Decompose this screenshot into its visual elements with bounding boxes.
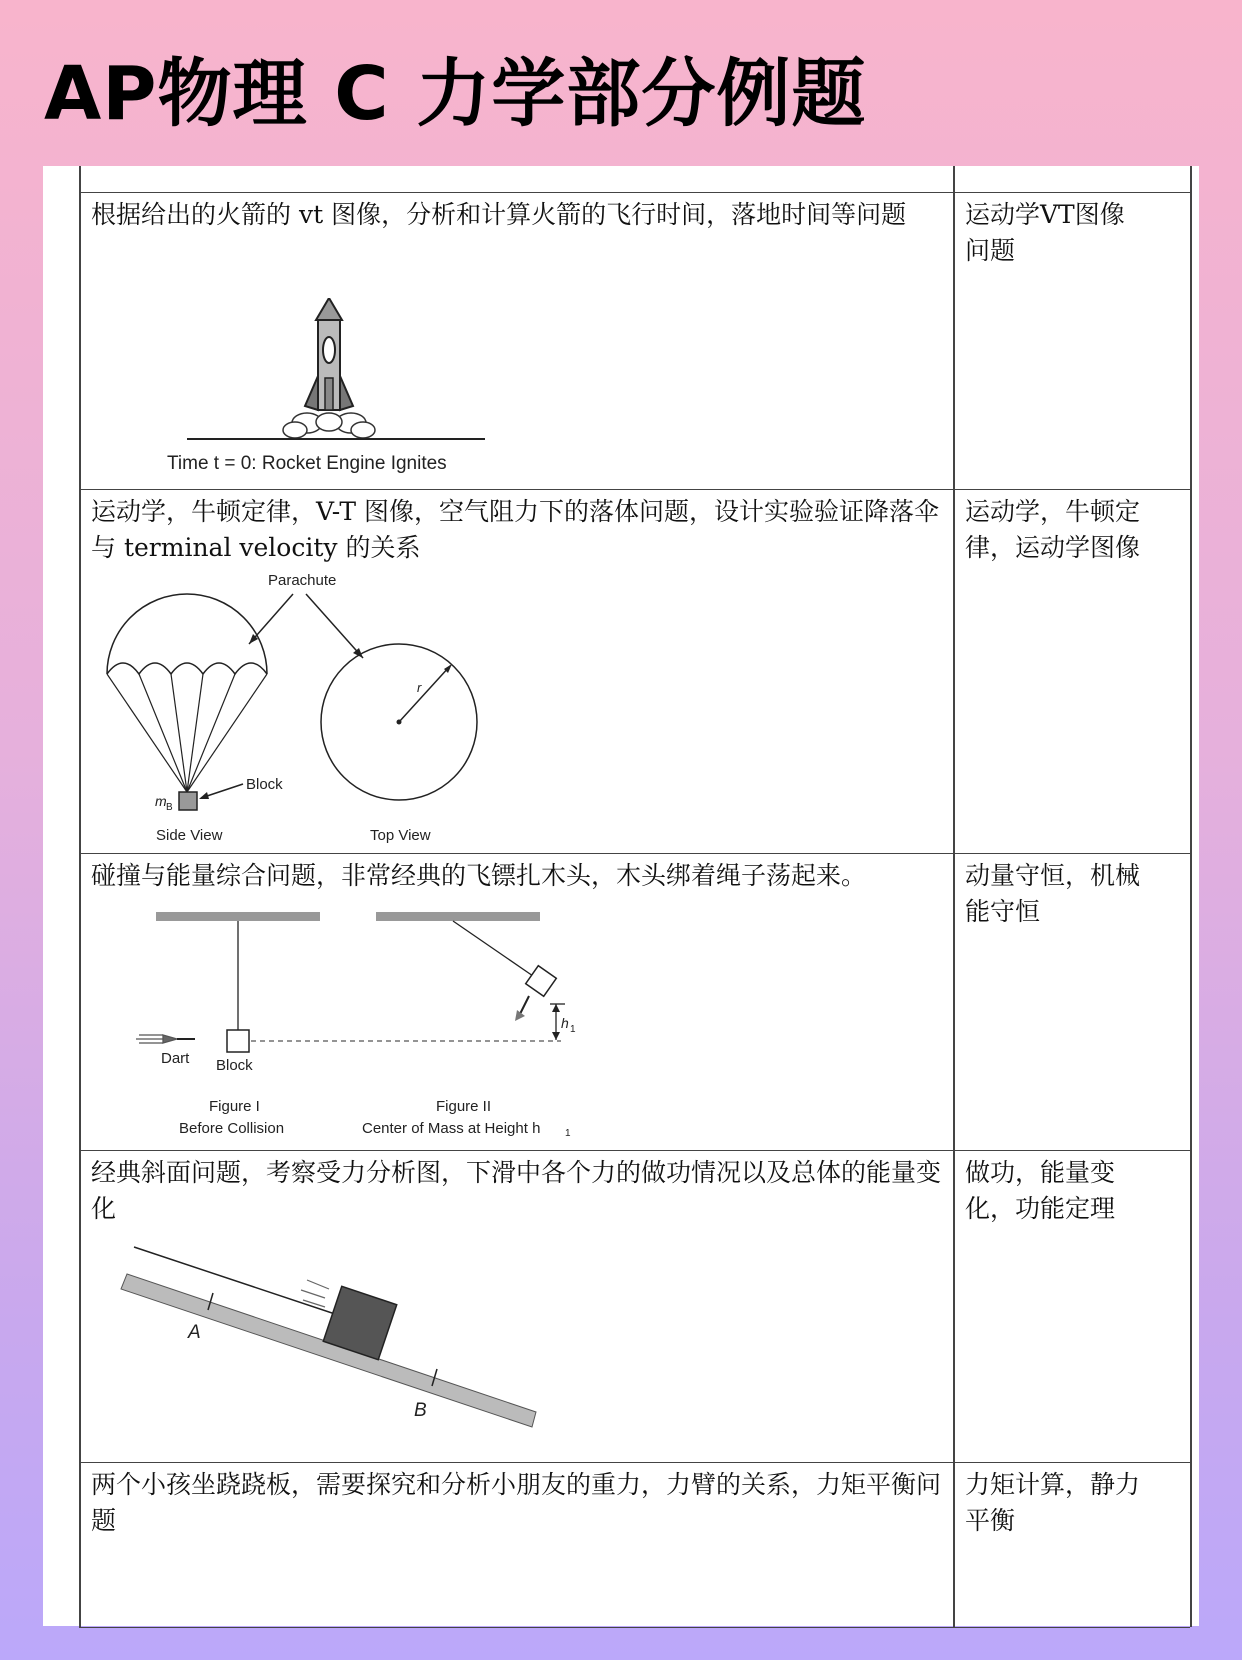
figure-2-title: Figure II [436,1098,492,1115]
figure-2-subtitle: Center of Mass at Height h [362,1120,541,1137]
block-figure-2 [526,966,557,997]
problem-table [43,166,1199,1626]
ceiling-left [156,912,320,921]
block [179,792,197,810]
ceiling-right [376,912,540,921]
figure-2-subtitle-subscript: 1 [565,1128,571,1139]
incline-figure [119,1246,549,1446]
side-view-label: Side View [156,827,223,844]
height-subscript: 1 [570,1024,576,1035]
incline-surface [121,1274,536,1427]
radius-label: r [417,680,422,695]
table-row [79,853,1190,1151]
block-label: Block [216,1057,253,1074]
problem-description: 运动学，牛顿定律，V-T 图像，空气阻力下的落体问题，设计实验验证降落伞与 terminal velocity 的关系 [91,497,939,562]
figure-1-subtitle: Before Collision [179,1120,285,1137]
mass-label: m [155,793,167,809]
rocket-icon [305,298,353,410]
problem-description: 两个小孩坐跷跷板，需要探究和分析小朋友的重力，力臂的关系，力矩平衡问题 [91,1470,942,1535]
dart-label: Dart [161,1050,190,1067]
figure-1-title: Figure I [209,1098,260,1115]
block-figure-1 [227,1030,249,1052]
parachute-figure [101,572,541,844]
dart-icon [136,1035,195,1043]
table-row [79,1462,1190,1628]
table-row [79,192,1190,490]
parachute-label: Parachute [268,572,337,589]
page-title: AP物理 C 力学部分例题 [44,51,867,137]
topic-label: 做功，能量变化，功能定理 [965,1158,1116,1223]
point-a-label: A [188,1322,201,1343]
exhaust-cloud [283,413,375,438]
parachute-canopy [107,594,267,674]
topic-label: 运动学，牛顿定律，运动学图像 [965,497,1141,562]
rocket-caption: Time t = 0: Rocket Engine Ignites [167,453,447,474]
table-right-border [1190,166,1192,1627]
mass-subscript: B [166,802,173,813]
topic-label: 运动学VT图像问题 [965,200,1125,265]
point-b-label: B [414,1400,427,1421]
problem-description: 碰撞与能量综合问题，非常经典的飞镖扎木头，木头绑着绳子荡起来。 [91,861,867,890]
problem-description: 根据给出的火箭的 vt 图像，分析和计算火箭的飞行时间，落地时间等问题 [91,200,907,229]
block-label: Block [246,776,283,793]
table-row [79,1150,1190,1463]
parachute-cords [107,674,267,792]
topic-label: 动量守恒，机械能守恒 [965,861,1141,926]
top-view-label: Top View [370,827,431,844]
topic-label: 力矩计算，静力平衡 [965,1470,1141,1535]
problem-description: 经典斜面问题，考察受力分析图，下滑中各个力的做功情况以及总体的能量变化 [91,1158,942,1223]
dart-block-figure [93,912,583,1144]
height-label: h [561,1015,569,1031]
table-row [79,489,1190,854]
rocket-figure [119,298,499,478]
